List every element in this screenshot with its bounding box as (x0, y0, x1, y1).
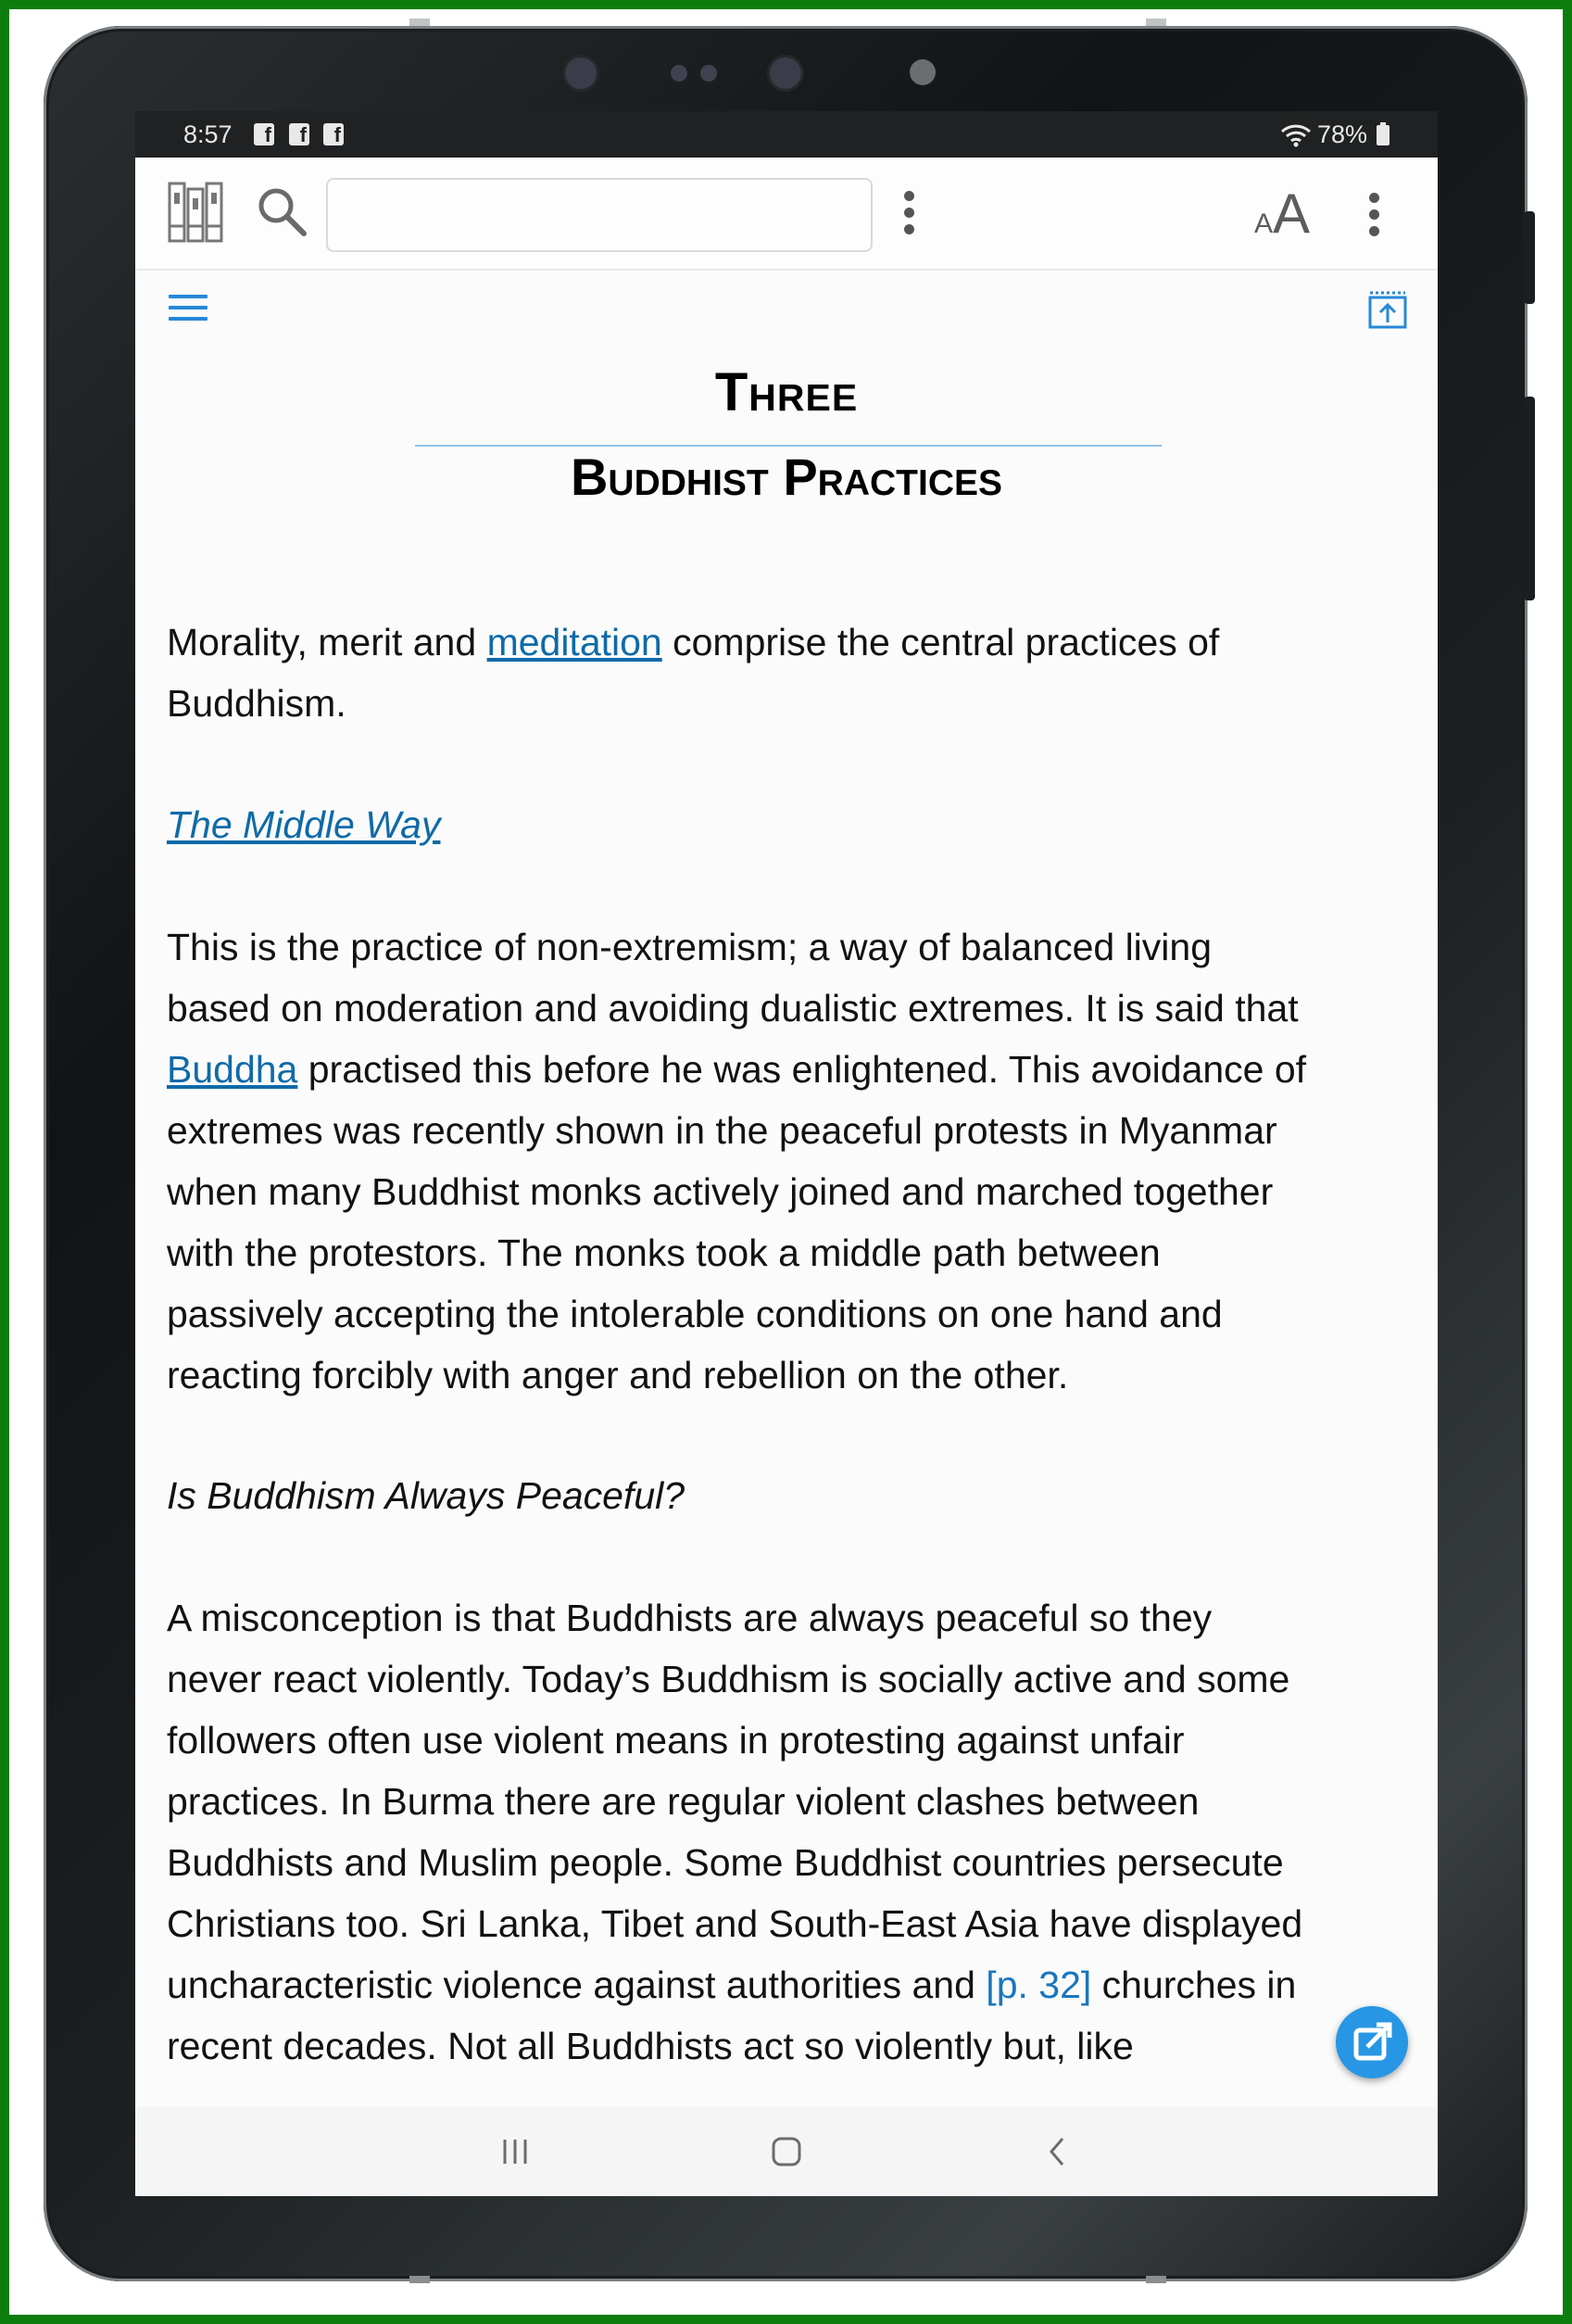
text-line: based on moderation and avoiding dualistic extremes. It is said that (167, 987, 1299, 1029)
system-nav-bar (135, 2107, 1438, 2196)
front-camera (565, 57, 597, 89)
wifi-icon (1280, 123, 1312, 147)
edge-marker (1146, 19, 1166, 26)
status-right (1280, 120, 1390, 149)
section-heading-middle-way (167, 794, 1408, 855)
buddha-link[interactable]: Buddha (167, 1048, 298, 1091)
battery-icon (1377, 125, 1390, 145)
search-icon[interactable] (256, 185, 308, 237)
paragraph-intro (167, 612, 1408, 734)
home-icon (771, 2136, 802, 2167)
back-icon (1046, 2136, 1068, 2167)
heading-text: Is Buddhism Always Peaceful? (167, 1474, 685, 1517)
light-sensor (910, 59, 936, 85)
status-time: 8:57 (183, 120, 233, 148)
text-line: when many Buddhist monks actively joined and marched together (167, 1170, 1274, 1213)
recents-button[interactable] (478, 2107, 552, 2196)
text-line: with the protestors. The monks took a middle path between (167, 1231, 1161, 1274)
text-line: This is the practice of non-extremism; a way of balanced living (167, 926, 1213, 968)
open-external-icon (1336, 2006, 1408, 2078)
meditation-link[interactable]: meditation (486, 621, 662, 663)
front-camera (770, 57, 801, 89)
edge-marker (409, 19, 430, 26)
hamburger-menu-icon[interactable] (169, 295, 208, 324)
font-size-large-label: A (1273, 183, 1311, 245)
paragraph-peaceful (167, 1587, 1408, 2077)
library-icon[interactable] (167, 180, 224, 245)
text-line: Buddhists and Muslim people. Some Buddhist countries persecute (167, 1841, 1284, 1884)
section-heading-peaceful (167, 1465, 1408, 1526)
search-input[interactable] (326, 178, 873, 252)
battery-level: 78% (1316, 120, 1367, 148)
text-span: comprise the central practices of (661, 621, 1220, 663)
overflow-menu-button[interactable] (1369, 193, 1380, 236)
search-options-button[interactable] (904, 191, 915, 234)
back-button[interactable] (1020, 2107, 1094, 2196)
facebook-icon: f (254, 123, 274, 145)
text-line: followers often use violent means in protesting against unfair (167, 1719, 1185, 1762)
chapter-number-text: Three (714, 362, 859, 423)
text-span: uncharacteristic violence against authorities and (167, 1964, 987, 2006)
text-line: extremes was recently shown in the peaceful protests in Myanmar (167, 1109, 1277, 1152)
volume-button (1524, 397, 1535, 600)
sensor (671, 65, 687, 82)
chapter-title-text: Buddhist Practices (570, 448, 1003, 506)
text-span: churches in (1091, 1964, 1297, 2006)
text-line: A misconception is that Buddhists are always peaceful so they (167, 1597, 1213, 1639)
text-line: reacting forcibly with anger and rebellion on the other. (167, 1354, 1069, 1396)
power-button (1524, 211, 1535, 304)
facebook-icon: f (323, 123, 344, 145)
open-external-button[interactable] (1336, 2006, 1408, 2078)
home-button[interactable] (749, 2107, 824, 2196)
text-line: practices. In Burma there are regular violent clashes between (167, 1780, 1200, 1823)
text-line: never react violently. Today’s Buddhism is socially active and some (167, 1658, 1290, 1700)
page-reference: [p. 32] (986, 1964, 1092, 2006)
chapter-number (135, 361, 1438, 423)
screen (135, 111, 1438, 2196)
font-size-small-label: A (1254, 208, 1274, 239)
text-span: practised this before he was enlightened. This avoidance of (297, 1048, 1307, 1091)
text-span: Morality, merit and (167, 621, 487, 663)
text-line: recent decades. Not all Buddhists act so violently but, like (167, 2025, 1134, 2067)
middle-way-link[interactable]: The Middle Way (167, 803, 441, 846)
chapter-title (135, 447, 1438, 507)
go-to-top-icon[interactable] (1367, 289, 1408, 330)
recents-icon (499, 2138, 531, 2166)
text-line: passively accepting the intolerable conditions on one hand and (167, 1293, 1223, 1335)
text-line: Christians too. Sri Lanka, Tibet and South-East Asia have displayed (167, 1902, 1303, 1945)
edge-marker (1146, 2276, 1166, 2283)
paragraph-middle-way (167, 916, 1408, 1406)
edge-marker (409, 2276, 430, 2283)
font-size-button[interactable] (1254, 182, 1310, 246)
text-span: Buddhism. (167, 682, 346, 725)
sensor (700, 65, 717, 82)
facebook-icon: f (289, 123, 309, 145)
app-toolbar (135, 158, 1438, 271)
status-bar (135, 111, 1438, 158)
